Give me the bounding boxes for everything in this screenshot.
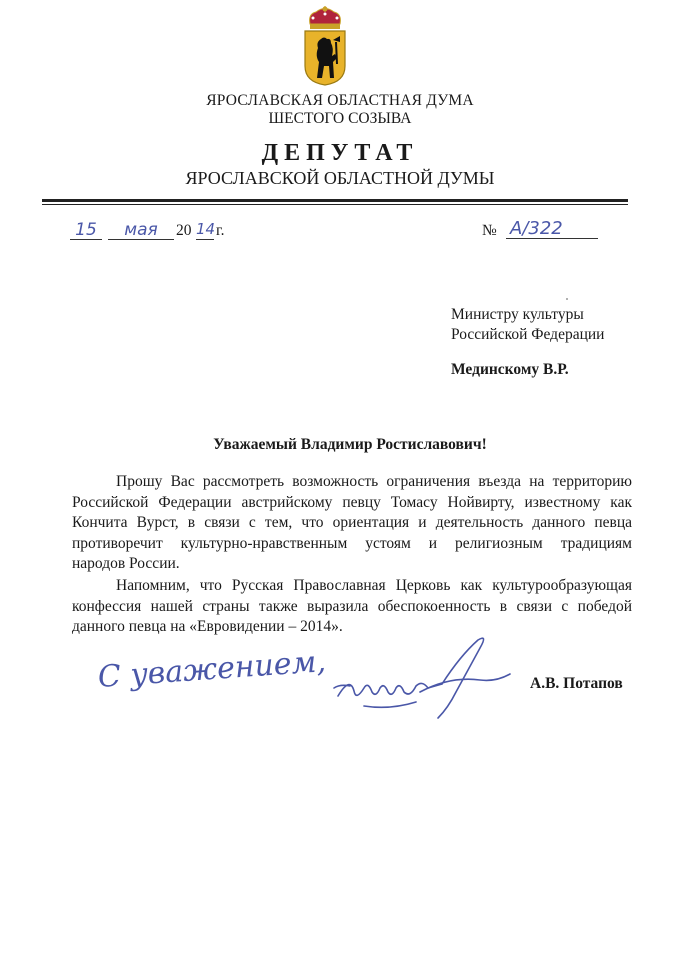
- body-line: народов России.: [72, 555, 180, 572]
- coat-of-arms-icon: [300, 6, 350, 86]
- outgoing-number-value: А/322: [506, 218, 598, 239]
- body-paragraph-1: [72, 472, 632, 575]
- signer-name: А.В. Потапов: [530, 675, 623, 692]
- body-line: Кончита Вурст, в связи с тем, что ориентация и деятельность данного певца: [72, 514, 632, 531]
- org-name-line1: ЯРОСЛАВСКАЯ ОБЛАСТНАЯ ДУМА: [206, 92, 474, 109]
- body-line: Прошу Вас рассмотреть возможность ограничения въезда на территорию: [116, 473, 632, 490]
- date-year-suffix: г.: [216, 222, 225, 239]
- document-subtitle: ЯРОСЛАВСКОЙ ОБЛАСТНОЙ ДУМЫ: [185, 168, 495, 188]
- header-divider-thick: [42, 199, 628, 202]
- body-line: Российской Федерации австрийскому певцу Томасу Нойвирту, известному как: [72, 493, 632, 511]
- handwritten-signature-icon: [320, 636, 540, 726]
- body-paragraph-2: [72, 576, 632, 638]
- addressee-organization: Российской Федерации: [451, 326, 605, 343]
- body-line: данного певца на «Евровидении – 2014».: [72, 618, 343, 635]
- closing-handwritten: С уважением,: [96, 644, 328, 695]
- paper-speck: [566, 298, 568, 300]
- addressee-position: Министру культуры: [451, 306, 584, 323]
- body-line: противоречит культурно-нравственным устоям и религиозным традициям: [72, 534, 632, 552]
- date-month: мая: [108, 220, 174, 240]
- date-year-prefix: 20: [176, 222, 192, 239]
- date-year: 14: [196, 220, 216, 238]
- date-day: 15: [70, 220, 102, 240]
- body-line: Напомним, что Русская Православная Церковь как культурообразующая: [116, 577, 632, 594]
- body-line: конфессия нашей страны также выразила обеспокоенность в связи с победой: [72, 597, 632, 615]
- salutation: Уважаемый Владимир Ростиславович!: [213, 436, 487, 453]
- org-name-line2: ШЕСТОГО СОЗЫВА: [268, 110, 412, 127]
- document-title: ДЕПУТАТ: [261, 140, 419, 166]
- addressee-name: Мединскому В.Р.: [451, 361, 569, 378]
- outgoing-number-label: №: [482, 222, 497, 239]
- header-divider-thin: [42, 204, 628, 205]
